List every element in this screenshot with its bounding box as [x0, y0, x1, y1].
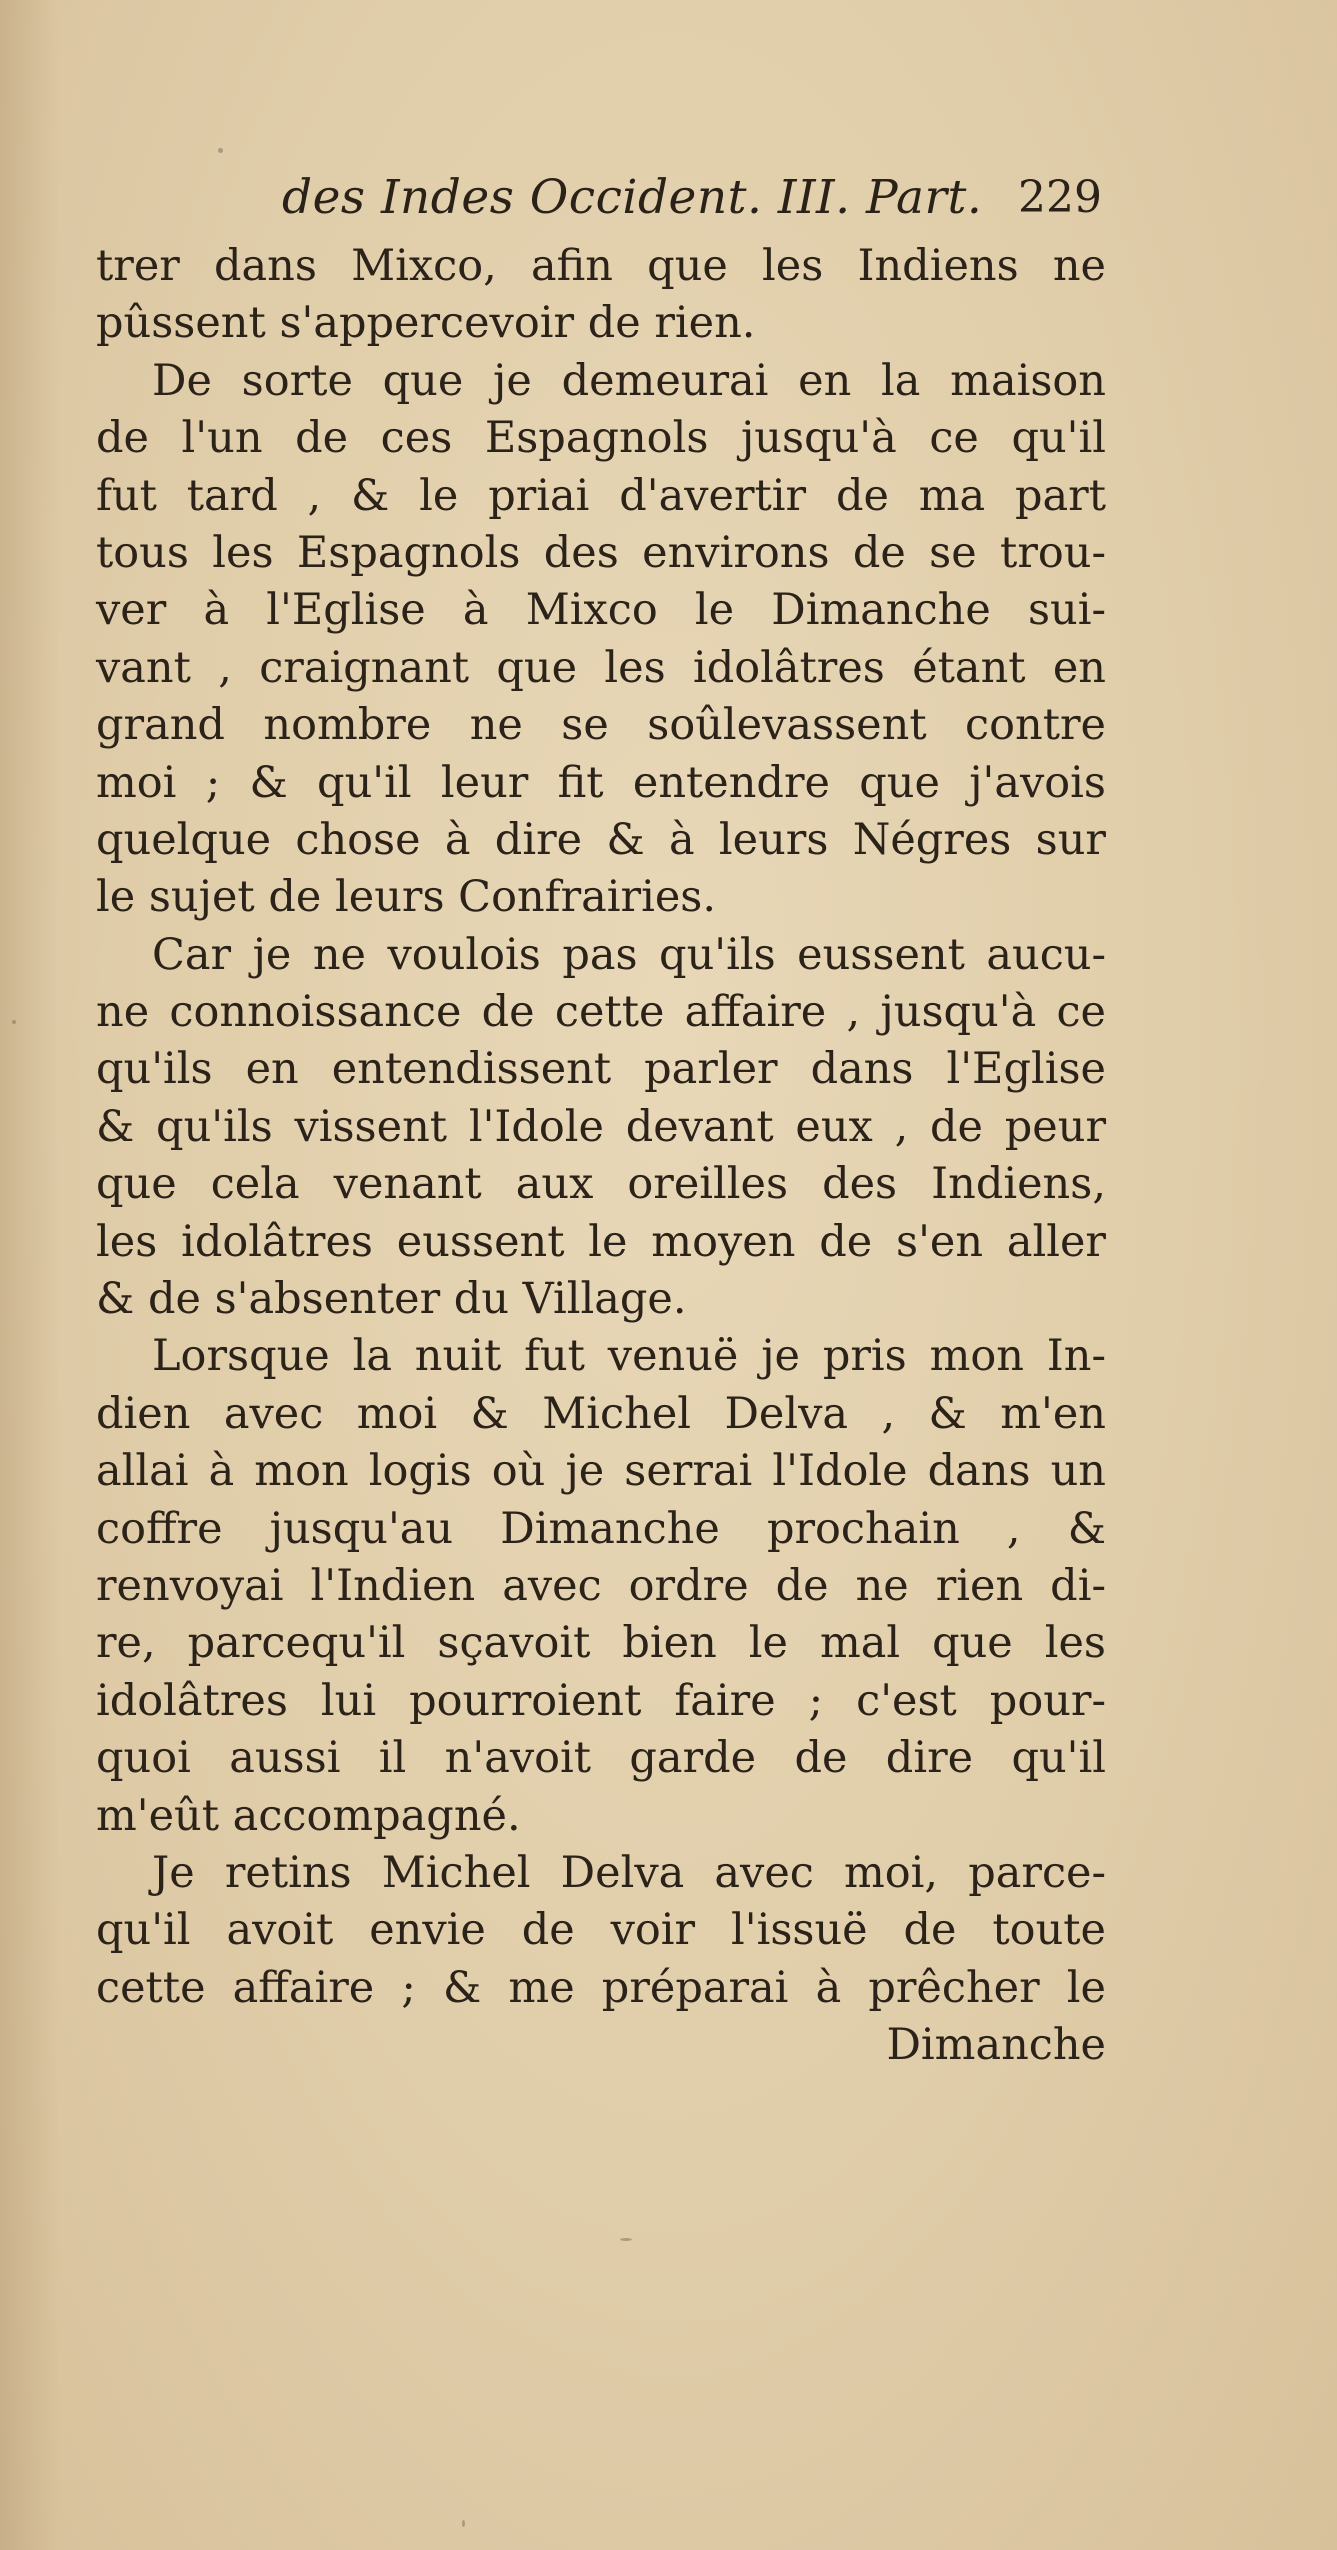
text-line: ne connoissance de cette affaire , jusqu'à ce — [96, 987, 1106, 1038]
text-line: De sorte que je demeurai en la maison — [152, 355, 1106, 406]
text-line: qu'il avoit envie de voir l'issuë de toute — [96, 1905, 1106, 1956]
paper-speck — [218, 148, 223, 153]
text-line: m'eût accompagné. — [96, 1790, 521, 1841]
text-line: dien avec moi & Michel Delva , & m'en — [96, 1388, 1106, 1439]
body-text — [96, 238, 1106, 2075]
running-title: des Indes Occident. III. Part. — [282, 170, 983, 225]
text-line: idolâtres lui pourroient faire ; c'est pour- — [96, 1675, 1106, 1726]
paper-speck — [462, 2520, 465, 2527]
text-line: fut tard , & le priai d'avertir de ma part — [96, 470, 1106, 521]
text-line: Lorsque la nuit fut venuë je pris mon In- — [152, 1331, 1106, 1382]
text-line: ver à l'Eglise à Mixco le Dimanche sui- — [96, 585, 1106, 636]
text-line: & qu'ils vissent l'Idole devant eux , de peur — [96, 1101, 1106, 1152]
page-header — [282, 168, 1102, 238]
text-line: que cela venant aux oreilles des Indiens, — [96, 1159, 1106, 1210]
text-line: qu'ils en entendissent parler dans l'Eglise — [96, 1044, 1106, 1095]
text-line: re, parcequ'il sçavoit bien le mal que les — [96, 1618, 1106, 1669]
text-line: le sujet de leurs Confrairies. — [96, 872, 717, 923]
text-line: & de s'absenter du Village. — [96, 1274, 687, 1325]
text-line: renvoyai l'Indien avec ordre de ne rien di- — [96, 1560, 1106, 1611]
text-line: trer dans Mixco, afin que les Indiens ne — [96, 241, 1106, 291]
text-line: pûssent s'appercevoir de rien. — [96, 298, 756, 349]
text-line: cette affaire ; & me préparai à prêcher le — [96, 1962, 1106, 2013]
text-line: Je retins Michel Delva avec moi, parce- — [152, 1847, 1106, 1898]
paper-speck — [12, 1020, 16, 1024]
text-line: les idolâtres eussent le moyen de s'en aller — [96, 1216, 1106, 1267]
text-line: Car je ne voulois pas qu'ils eussent aucu- — [152, 929, 1106, 980]
catchword: Dimanche — [886, 2020, 1106, 2071]
text-line: tous les Espagnols des environs de se trou- — [96, 527, 1106, 578]
text-line: moi ; & qu'il leur fit entendre que j'avois — [96, 757, 1106, 808]
page-gutter-shadow — [0, 0, 60, 2550]
paper-speck — [620, 2238, 632, 2241]
text-line: de l'un de ces Espagnols jusqu'à ce qu'il — [96, 413, 1106, 464]
text-line: quelque chose à dire & à leurs Négres sur — [96, 814, 1106, 865]
page-number: 229 — [1018, 172, 1102, 223]
text-line: coffre jusqu'au Dimanche prochain , & — [96, 1503, 1106, 1554]
text-line: quoi aussi il n'avoit garde de dire qu'il — [96, 1733, 1106, 1784]
text-line: allai à mon logis où je serrai l'Idole dans un — [96, 1446, 1106, 1497]
text-line: grand nombre ne se soûlevassent contre — [96, 700, 1106, 751]
text-line: vant , craignant que les idolâtres étant en — [96, 642, 1106, 693]
